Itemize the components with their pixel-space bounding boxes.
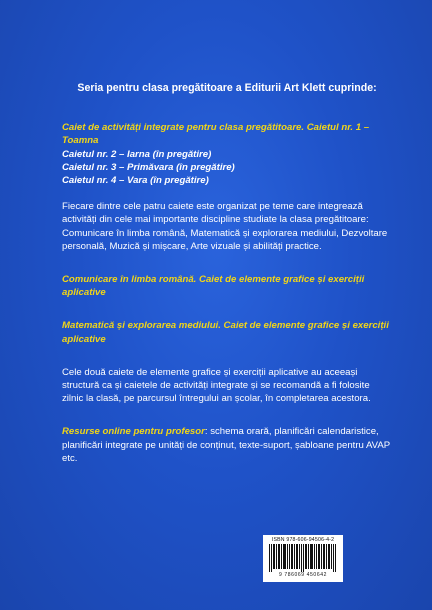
online-resources-text: : schema orară, planificări calendaristice, planificări integrate pe unități de conținut, texte-suport, șabloane pentru AVAP etc. xyxy=(62,426,390,464)
barcode-bars xyxy=(268,544,338,572)
workbook-mathematics: Matematică și explorarea mediului. Caiet de elemente grafice și exerciții aplicative xyxy=(62,320,389,345)
series-item-4: Caietul nr. 4 – Vara (în pregătire) xyxy=(62,175,209,187)
isbn-number: ISBN 978-606-94506-4-2 xyxy=(271,537,335,543)
series-heading: Seria pentru clasa pregătitoare a Editurii Art Klett cuprinde: xyxy=(77,82,377,94)
isbn-barcode xyxy=(263,535,343,582)
series-item-3: Caietul nr. 3 – Primăvara (în pregătire) xyxy=(62,161,235,173)
online-resources-label: Resurse online pentru profesor xyxy=(62,426,205,438)
workbook-communication: Comunicare în limba română. Caiet de elemente grafice și exerciții aplicative xyxy=(62,274,365,299)
series-description: Fiecare dintre cele patru caiete este organizat pe teme care integrează activități din cele mai importante discipline studiate la clasa pregătitoare: Comunicare în limba română, Matematică și explorarea mediului, Dezvoltare personală, Muzică și mișcare, Arte vizuale și abilități practice. xyxy=(62,201,388,252)
workbooks-note: Cele două caiete de elemente grafice și exerciții aplicative au aceeași structură ca și caietele de activități integrate și se recomandă a fi folosite zilnic la clasă, pe parcursul întregului an școlar, în completarea acestora. xyxy=(62,366,371,405)
series-item-1: Caiet de activități integrate pentru clasa pregătitoare. Caietul nr. 1 – Toamna xyxy=(62,122,370,147)
back-cover-text xyxy=(62,82,392,465)
barcode-digits: 9 786069 450642 xyxy=(279,572,327,578)
series-item-2: Caietul nr. 2 – Iarna (în pregătire) xyxy=(62,148,212,160)
online-resources xyxy=(62,425,392,465)
series-list xyxy=(62,121,392,187)
